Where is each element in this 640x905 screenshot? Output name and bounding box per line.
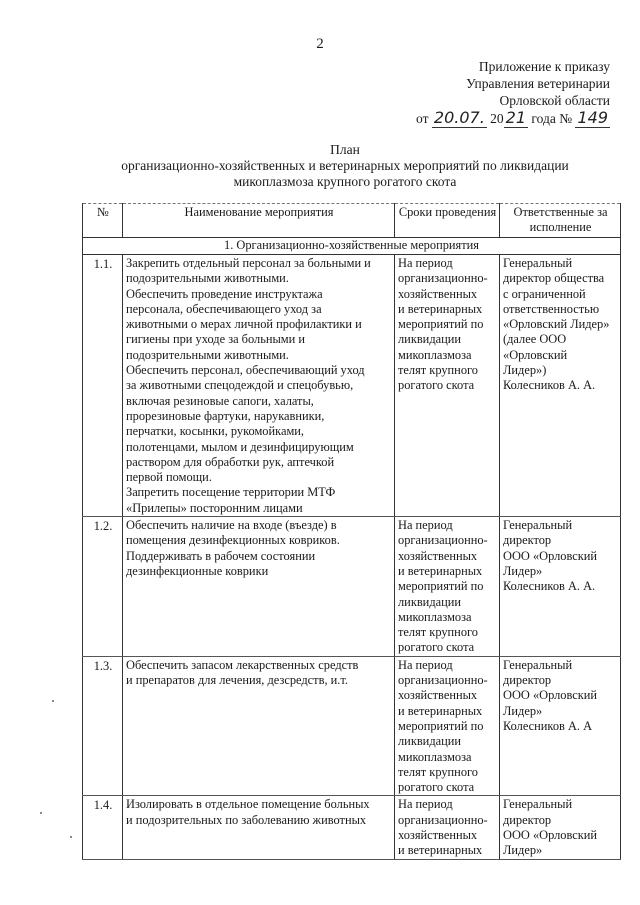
- handwritten-order-number: 149: [577, 108, 608, 127]
- row-measure: Обеспечить наличие на входе (въезде) в помещения дезинфекционных ковриков. Поддерживать в рабочем состоянии дезинфекционные коврики: [123, 517, 395, 657]
- section-title: 1. Организационно-хозяйственные мероприятия: [83, 238, 621, 255]
- header-term: Сроки проведения: [395, 204, 500, 238]
- scan-speck: [52, 700, 54, 702]
- row-responsible: Генеральный директор общества с ограниченной ответственностью «Орловский Лидер» (далее ООО «Орловский Лидер») Колесников А. А.: [500, 255, 621, 517]
- title-line-1: План: [330, 142, 360, 157]
- row-number: 1.1.: [83, 255, 123, 517]
- row-term: На период организационно- хозяйственных и ветеринарных мероприятий по ликвидации микоплазмоза телят крупного рогатого скота: [395, 255, 500, 517]
- header-measure: Наименование мероприятия: [123, 204, 395, 238]
- header-number: №: [83, 204, 123, 238]
- table-header-row: [83, 204, 621, 238]
- row-number: 1.3.: [83, 656, 123, 796]
- row-measure: Обеспечить запасом лекарственных средств и препаратов для лечения, дезсредств, и.т.: [123, 656, 395, 796]
- measures-table: [82, 203, 621, 860]
- date-prefix: от: [416, 111, 429, 126]
- measures-table-wrapper: [82, 203, 620, 860]
- header-responsible: Ответственные за исполнение: [500, 204, 621, 238]
- scan-speck: [40, 812, 42, 814]
- row-responsible: Генеральный директор ООО «Орловский Лидер» Колесников А. А: [500, 656, 621, 796]
- row-measure: Закрепить отдельный персонал за больными и подозрительными животными. Обеспечить проведение инструктажа персонала, обеспечивающего уход за животными о мерах личной профилактики и гигиены при уходе за больными и подозрительными животными. Обеспечить персонал, обеспечивающий уход за животными спецодеждой и спецобувью, включая резиновые сапоги, халаты, прорезиновые фартуки, нарукавники, перчатки, косынки, рукомойками, полотенцами, мылом и дезинфицирующим раствором для обработки рук, аптечкой первой помощи. Запретить посещение территории МТФ «Прилепы» посторонним лицами: [123, 255, 395, 517]
- handwritten-year: 21: [505, 108, 527, 127]
- title-line-3: микоплазмоза крупного рогатого скота: [233, 174, 457, 189]
- scan-speck: [70, 836, 72, 838]
- row-term: На период организационно- хозяйственных и ветеринарных мероприятий по ликвидации микоплазмоза телят крупного рогатого скота: [395, 517, 500, 657]
- appendix-header: [416, 58, 610, 127]
- row-term: На период организационно- хозяйственных и ветеринарных: [395, 796, 500, 859]
- page-number: 2: [316, 36, 324, 52]
- plan-title: [100, 142, 590, 190]
- appendix-line-2: Управления ветеринарии: [466, 76, 610, 91]
- row-measure: Изолировать в отдельное помещение больных и подозрительных по заболеванию животных: [123, 796, 395, 859]
- date-suffix: года №: [531, 111, 573, 126]
- row-number: 1.2.: [83, 517, 123, 657]
- table-row: [83, 517, 621, 657]
- appendix-line-3: Орловской области: [499, 93, 610, 108]
- row-number: 1.4.: [83, 796, 123, 859]
- handwritten-date: 20.07.: [433, 108, 485, 127]
- date-year-prefix: 20: [490, 111, 504, 126]
- row-responsible: Генеральный директор ООО «Орловский Лидер»: [500, 796, 621, 859]
- appendix-line-1: Приложение к приказу: [478, 59, 610, 74]
- row-responsible: Генеральный директор ООО «Орловский Лидер» Колесников А. А.: [500, 517, 621, 657]
- table-row: [83, 656, 621, 796]
- row-term: На период организационно- хозяйственных и ветеринарных мероприятий по ликвидации микоплазмоза телят крупного рогатого скота: [395, 656, 500, 796]
- title-line-2: организационно-хозяйственных и ветеринарных мероприятий по ликвидации: [121, 158, 569, 173]
- section-row: [83, 238, 621, 255]
- table-row: [83, 255, 621, 517]
- appendix-date-line: [416, 109, 610, 127]
- table-row: [83, 796, 621, 859]
